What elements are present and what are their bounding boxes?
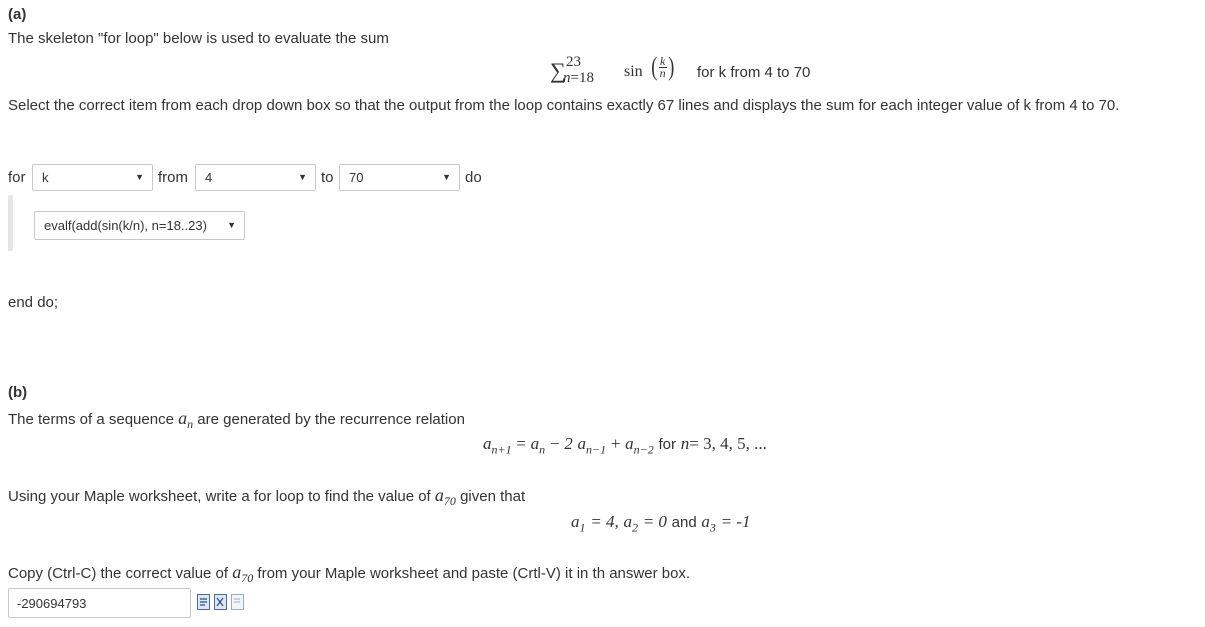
formula-preview-icon[interactable]: [214, 594, 227, 610]
dropdown-arrow-icon: ▼: [135, 172, 144, 182]
kw-do: do: [465, 169, 482, 186]
fraction-denominator: n: [659, 65, 666, 80]
kw-from: from: [158, 169, 188, 186]
recurrence-formula: $a_{n+1} = a_n - 2$ $a_{n-1} + a_{n-2}$ for n= 3, 4, 5, ...: [483, 434, 767, 457]
initial-conditions: $a_1 = 4$, $a_2 = 0$ and $a_3 = -1$: [571, 512, 751, 535]
loop-variable-select[interactable]: [32, 164, 153, 191]
kw-for: for: [8, 169, 26, 186]
loop-to-select[interactable]: [339, 164, 460, 191]
loop-from-select[interactable]: [195, 164, 316, 191]
sum-range-text: for k from 4 to 70: [697, 64, 811, 81]
fraction: [659, 53, 667, 80]
loop-from-value: 4: [205, 170, 213, 185]
sigma-symbol: ∑: [550, 58, 566, 83]
part-b-label: (b): [8, 384, 28, 401]
kw-end-do: end do;: [8, 294, 59, 311]
loop-body-select[interactable]: [34, 211, 245, 240]
dropdown-arrow-icon: ▼: [227, 220, 236, 230]
part-b-copy-instruction: Copy (Ctrl-C) the correct value of $a_{70}$ from your Maple worksheet and paste (Crtl-V) it in th answer box.: [8, 562, 691, 585]
help-document-icon[interactable]: [231, 594, 244, 610]
math-editor-icon[interactable]: [197, 594, 210, 610]
part-a-intro: The skeleton "for loop" below is used to evaluate the sum: [8, 30, 389, 47]
kw-to: to: [321, 169, 334, 186]
sum-lower-var: n: [563, 70, 571, 86]
dropdown-arrow-icon: ▼: [442, 172, 451, 182]
part-a-instruction: Select the correct item from each drop down box so that the output from the loop contains exactly 67 lines and displays the sum for each integer value of k from 4 to 70.: [8, 97, 1120, 114]
loop-body-value: evalf(add(sin(k/n), n=18..23): [44, 218, 207, 233]
sum-lower-eq: =18: [570, 70, 594, 86]
sum-upper-limit: 23: [566, 54, 581, 70]
dropdown-arrow-icon: ▼: [298, 172, 307, 182]
part-b-intro: The terms of a sequence $a_n$ are generated by the recurrence relation: [8, 408, 465, 431]
sin-func: sin: [624, 63, 643, 80]
answer-input[interactable]: [8, 588, 191, 618]
part-b-line2: Using your Maple worksheet, write a for loop to find the value of $a_{70}$ given that: [8, 485, 526, 508]
part-a-label: (a): [8, 6, 27, 23]
loop-to-value: 70: [349, 170, 364, 185]
loop-body-indent-bar: [8, 195, 13, 251]
loop-variable-value: k: [42, 170, 49, 185]
fraction-numerator: k: [660, 53, 666, 68]
